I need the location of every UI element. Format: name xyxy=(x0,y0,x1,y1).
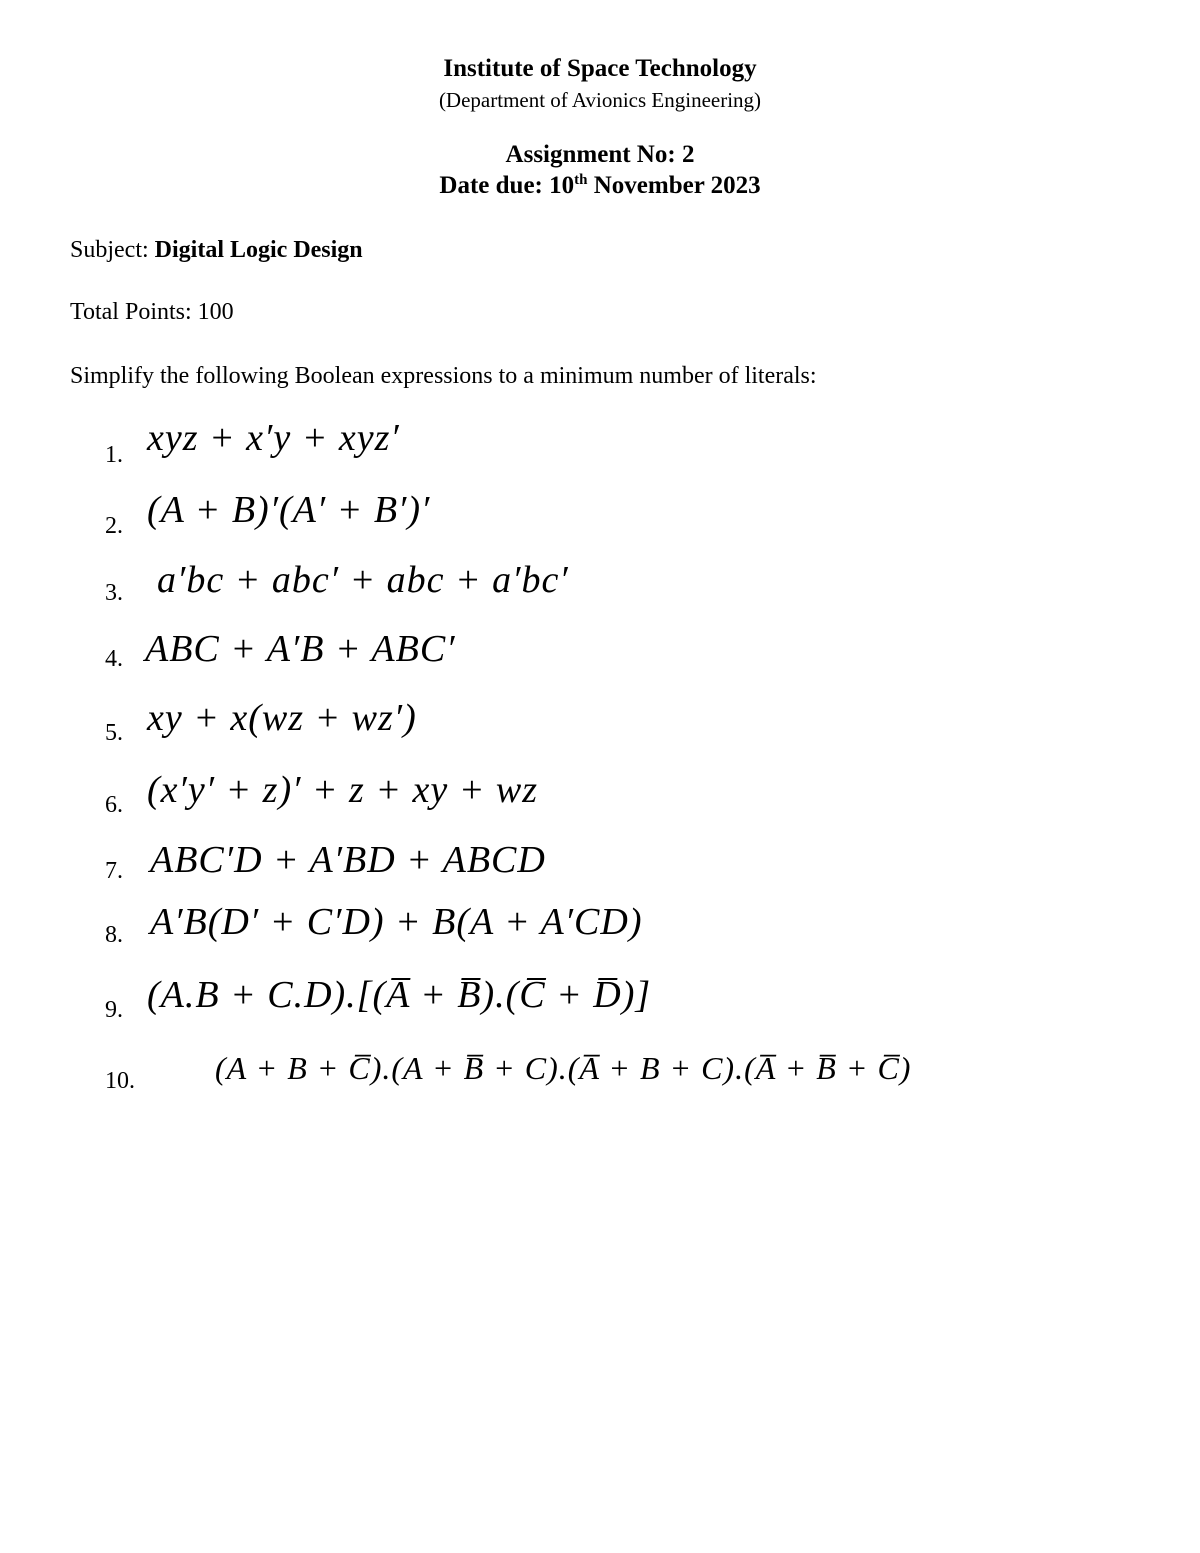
problem-expression: A′B(D′ + C′D) + B(A + A′CD) xyxy=(150,901,643,943)
problem-number: 2. xyxy=(105,513,123,539)
problem-number: 7. xyxy=(105,858,123,884)
problem-expression: (A + B)′(A′ + B′)′ xyxy=(147,489,431,531)
subject-label: Subject: xyxy=(70,237,155,263)
problem-expression: xyz + x′y + xyz′ xyxy=(147,417,400,459)
problem-number: 8. xyxy=(105,922,123,948)
total-points: Total Points: 100 xyxy=(70,299,234,325)
due-date xyxy=(0,172,1200,200)
subject-line xyxy=(70,237,363,264)
problem-expression: (x′y′ + z)′ + z + xy + wz xyxy=(147,769,538,811)
department-subtitle: (Department of Avionics Engineering) xyxy=(438,88,762,112)
due-date-suffix: November 2023 xyxy=(587,172,761,199)
problem-expression: (A.B + C.D).[(A̅ + B̅).(C̅ + D̅)] xyxy=(147,974,652,1016)
problem-number: 1. xyxy=(105,442,123,468)
problem-expression: xy + x(wz + wz′) xyxy=(147,697,417,739)
due-date-prefix: Date due: 10 xyxy=(439,172,575,199)
problem-number: 10. xyxy=(105,1068,135,1094)
problem-number: 6. xyxy=(105,792,123,818)
instruction: Simplify the following Boolean expressions to a minimum number of literals: xyxy=(70,363,817,389)
problem-number: 5. xyxy=(105,720,123,746)
problem-expression: a′bc + abc′ + abc + a′bc′ xyxy=(157,559,569,601)
institute-title: Institute of Space Technology xyxy=(443,55,757,82)
problem-number: 4. xyxy=(105,646,123,672)
problem-expression: ABC′D + A′BD + ABCD xyxy=(150,839,546,881)
problem-number: 3. xyxy=(105,580,123,606)
assignment-number: Assignment No: 2 xyxy=(505,141,695,168)
problem-expression: ABC + A′B + ABC′ xyxy=(145,628,456,670)
subject-value: Digital Logic Design xyxy=(154,237,363,263)
problem-expression: (A + B + C̅).(A + B̅ + C).(A̅ + B + C).(A̅ + B̅ + C̅) xyxy=(215,1050,912,1086)
due-date-ordinal: th xyxy=(574,172,588,188)
problem-number: 9. xyxy=(105,997,123,1023)
